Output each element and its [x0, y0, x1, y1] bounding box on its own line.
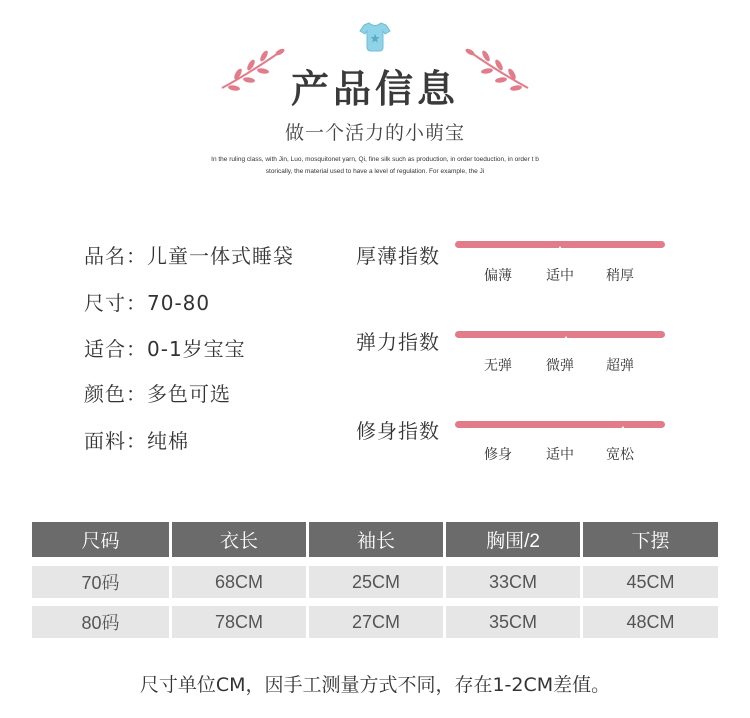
- spec-value: 70-80: [147, 291, 211, 315]
- index-option: 超弹: [606, 358, 634, 374]
- spec-value: 0-1岁宝宝: [147, 337, 246, 361]
- spec-fabric: [84, 425, 189, 454]
- spec-label: 面料：: [84, 429, 147, 453]
- index-fit-bar: [455, 421, 665, 428]
- index-marker: [560, 336, 572, 345]
- spec-color: [84, 378, 231, 407]
- index-fit-label: 修身指数: [356, 419, 440, 443]
- spec-value: 纯棉: [147, 429, 189, 453]
- spec-value: 儿童一体式睡袋: [147, 244, 294, 268]
- table-header-cell: 胸围/2: [443, 522, 580, 557]
- baby-onesie-icon: [358, 20, 392, 54]
- index-option: 无弹: [484, 358, 512, 374]
- table-cell: 80码: [81, 613, 120, 633]
- index-option: 适中: [546, 268, 574, 284]
- measurement-footnote: 尺寸单位CM，因手工测量方式不同，存在1-2CM差值。: [139, 674, 611, 696]
- spec-label: 尺寸：: [84, 291, 147, 315]
- index-marker: [554, 246, 566, 255]
- table-cell: 27CM: [306, 606, 443, 638]
- index-thickness-label: 厚薄指数: [356, 244, 440, 268]
- index-option: 修身: [484, 447, 512, 463]
- index-option: 稍厚: [606, 268, 634, 284]
- table-header-cell: 下摆: [580, 522, 718, 557]
- table-cell: 70码: [81, 573, 120, 593]
- table-row: [32, 606, 718, 638]
- table-header-cell: 袖长: [306, 522, 443, 557]
- spec-value: 多色可选: [147, 382, 231, 406]
- table-cell: 48CM: [580, 606, 718, 638]
- table-cell: 33CM: [443, 566, 580, 598]
- index-thickness-bar: [455, 241, 665, 248]
- table-cell: 78CM: [169, 606, 306, 638]
- index-option: 宽松: [606, 447, 634, 463]
- table-cell: 35CM: [443, 606, 580, 638]
- spec-label: 品名：: [84, 244, 147, 268]
- blurb-line: storically, the material used to have a level of regulation. For example, the Ji: [265, 168, 485, 175]
- index-option: 微弹: [546, 358, 574, 374]
- table-header-cell: 衣长: [169, 522, 306, 557]
- index-option: 偏薄: [484, 268, 512, 284]
- blurb-line: In the ruling class, with Jin, Luo, mosquitonet yarn, Qi, fine silk such as production, in order toeduction, in order t b: [211, 156, 539, 163]
- index-elasticity-bar: [455, 331, 665, 338]
- table-cell: 45CM: [580, 566, 718, 598]
- page-title: 产品信息: [290, 67, 459, 111]
- table-cell: 25CM: [306, 566, 443, 598]
- spec-product-name: [84, 240, 294, 269]
- table-header-cell: 尺码: [81, 531, 120, 552]
- page-subtitle: 做一个活力的小萌宝: [284, 122, 465, 144]
- index-elasticity-label: 弹力指数: [356, 330, 440, 354]
- index-marker: [617, 426, 629, 435]
- spec-label: 适合：: [84, 337, 147, 361]
- table-row: [32, 566, 718, 598]
- english-blurb: [175, 154, 575, 178]
- spec-age: [84, 333, 246, 362]
- index-option: 适中: [546, 447, 574, 463]
- table-header-row: [32, 522, 718, 557]
- spec-size: [84, 287, 210, 316]
- spec-label: 颜色：: [84, 382, 147, 406]
- table-cell: 68CM: [169, 566, 306, 598]
